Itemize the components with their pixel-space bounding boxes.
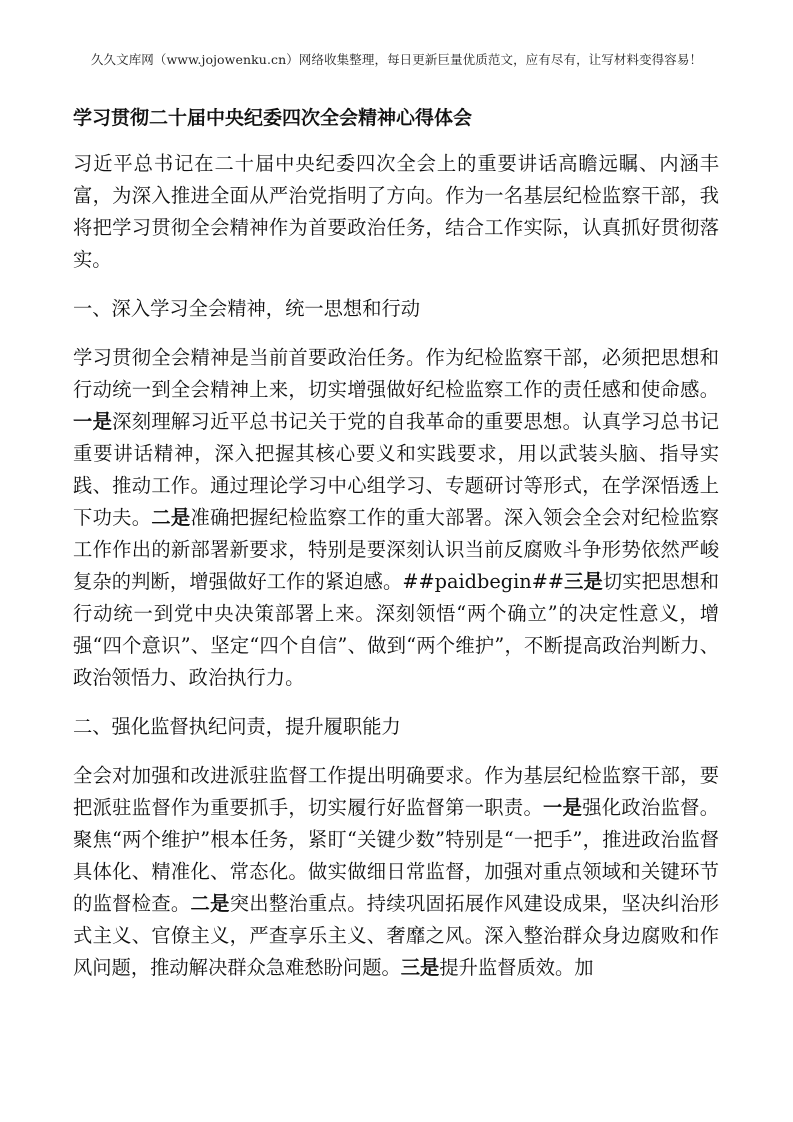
section-1-text-2: 深刻理解习近平总书记关于党的自我革命的重要思想。认真学习总书记重要讲话精神，深入把握其核心要义和实践要求，用以武装头脑、指导实践、推动工作。通过理论学习中心组学习、专题研讨等形式，在学深悟透上下功夫。 — [73, 410, 719, 529]
section-1-marker-1: 一是 — [73, 410, 113, 433]
section-1-text-1: 学习贯彻全会精神是当前首要政治任务。作为纪检监察干部，必须把思想和行动统一到全会精神上来，切实增强做好纪检监察工作的责任感和使命感。 — [73, 346, 719, 401]
intro-paragraph: 习近平总书记在二十届中央纪委四次全会上的重要讲话高瞻远瞩、内涵丰富，为深入推进全面从严治党指明了方向。作为一名基层纪检监察干部，我将把学习贯彻全会精神作为首要政治任务，结合工作实际，认真抓好贯彻落实。 — [73, 152, 719, 271]
document-title: 学习贯彻二十届中央纪委四次全会精神心得体会 — [73, 107, 473, 129]
section-1-paragraph — [73, 342, 719, 694]
section-2-text-1: 全会对加强和改进派驻监督工作提出明确要求。作为基层纪检监察干部，要把派驻监督作为重要抓手，切实履行好监督第一职责。 — [73, 764, 719, 819]
section-2-text-4: 提升监督质效。加 — [439, 956, 594, 979]
section-1-marker-3: 三是 — [564, 570, 603, 593]
section-2-text-3: 突出整治重点。持续巩固拓展作风建设成果，坚决纠治形式主义、官僚主义，严查享乐主义、奢靡之风。深入整治群众身边腐败和作风问题，推动解决群众急难愁盼问题。 — [73, 892, 720, 979]
section-2-marker-2: 二是 — [190, 892, 230, 915]
section-1-text-3: 准确把握纪检监察工作的重大部署。深入领会全会对纪检监察工作作出的新部署新要求，特别是要深刻认识当前反腐败斗争形势依然严峻复杂的判断，增强做好工作的紧迫感。##paidbegin## — [73, 506, 720, 593]
section-2-paragraph — [73, 760, 719, 984]
section-1-heading: 一、深入学习全会精神，统一思想和行动 — [73, 297, 421, 320]
section-1-marker-2: 二是 — [151, 506, 191, 529]
section-2-text-2: 强化政治监督。聚焦“两个维护”根本任务，紧盯“关键少数”特别是“一把手”，推进政治监督具体化、精准化、常态化。做实做细日常监督，加强对重点领域和关键环节的监督检查。 — [73, 796, 720, 915]
section-2-heading: 二、强化监督执纪问责，提升履职能力 — [73, 715, 401, 738]
document-body — [73, 148, 719, 1001]
section-2-marker-3: 三是 — [400, 956, 440, 979]
section-1-text-4: 切实把思想和行动统一到党中央决策部署上来。深刻领悟“两个确立”的决定性意义，增强“四个意识”、坚定“四个自信”、做到“两个维护”，不断提高政治判断力、政治领悟力、政治执行力。 — [73, 570, 720, 689]
section-2-marker-1: 一是 — [543, 796, 583, 819]
page-header-note: 久久文库网（www.jojowenku.cn）网络收集整理，每日更新巨量优质范文，应有尽有，让写材料变得容易！ — [90, 52, 703, 67]
